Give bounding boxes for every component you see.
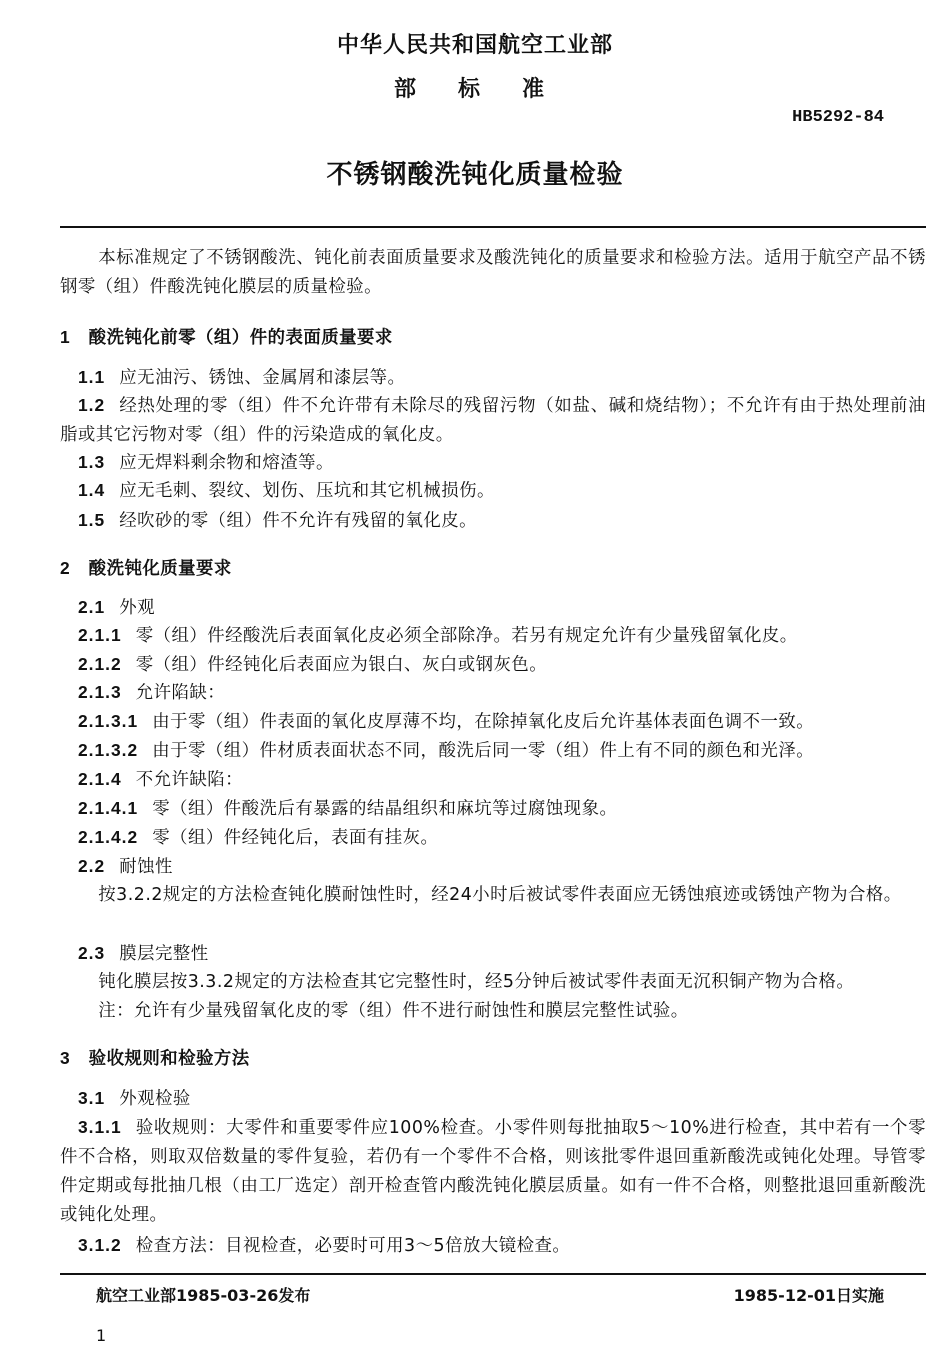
clause-text: 检查方法：目视检查，必要时可用3～5倍放大镜检查。 xyxy=(135,1236,571,1256)
clause-3-1 xyxy=(60,1084,926,1114)
clause-number: 1.2 xyxy=(78,395,106,415)
clause-text: 零（组）件经酸洗后表面氧化皮必须全部除净。若另有规定允许有少量残留氧化皮。 xyxy=(135,626,798,646)
clause-number: 2.1.2 xyxy=(78,654,122,674)
clause-text: 耐蚀性 xyxy=(119,857,173,877)
clause-2-2-body: 按3.2.2规定的方法检查钝化膜耐蚀性时，经24小时后被试零件表面应无锈蚀痕迹或锈蚀产物为合格。 xyxy=(98,885,902,905)
clause-text: 应无焊料剩余物和熔渣等。 xyxy=(119,453,334,473)
clause-number: 2.1.4.1 xyxy=(78,798,139,818)
issue-date: 航空工业部1985-03-26发布 xyxy=(96,1286,311,1305)
clause-2-2 xyxy=(60,852,926,882)
clause-text: 由于零（组）件材质表面状态不同，酸洗后同一零（组）件上有不同的颜色和光泽。 xyxy=(152,741,815,761)
clause-number: 2.1.4 xyxy=(78,769,122,789)
clause-number: 2.2 xyxy=(78,856,106,876)
clause-number: 2.1.3 xyxy=(78,682,122,702)
clause-number: 1.3 xyxy=(78,452,106,472)
clause-text: 膜层完整性 xyxy=(119,944,209,964)
clause-1-2 xyxy=(60,391,926,450)
section-title: 验收规则和检验方法 xyxy=(88,1049,250,1069)
clause-2-1-4-1 xyxy=(60,794,926,824)
standard-code: HB5292-84 xyxy=(792,108,884,127)
title-divider xyxy=(60,226,926,228)
clause-number: 2.1 xyxy=(78,597,106,617)
clause-number: 3.1 xyxy=(78,1088,106,1108)
document-title: 不锈钢酸洗钝化质量检验 xyxy=(326,160,624,190)
page-number: 1 xyxy=(96,1326,107,1345)
clause-text: 应无毛刺、裂纹、划伤、压坑和其它机械损伤。 xyxy=(119,481,495,501)
section-number: 2 xyxy=(60,558,71,578)
clause-text: 允许陷缺： xyxy=(135,683,226,703)
clause-number: 1.4 xyxy=(78,480,106,500)
clause-1-5 xyxy=(60,506,926,536)
clause-2-1-3 xyxy=(60,678,926,708)
clause-number: 2.1.3.2 xyxy=(78,740,139,760)
clause-text: 验收规则：大零件和重要零件应100%检查。小零件则每批抽取5～10%进行检查，其中若有一个零件不合格，则取双倍数量的零件复验，若仍有一个零件不合格，则该批零件退回重新酸洗或钝化处理。导管零件定期或每批抽几根（由工厂选定）剖开检查管内酸洗钝化膜层质量。如有一件不合格，则整批退回重新酸洗或钝化处理。 xyxy=(60,1118,926,1225)
issuing-organization: 中华人民共和国航空工业部 xyxy=(336,33,613,58)
clause-number: 2.1.1 xyxy=(78,625,122,645)
clause-text: 应无油污、锈蚀、金属屑和漆层等。 xyxy=(119,368,406,388)
clause-number: 3.1.2 xyxy=(78,1235,122,1255)
section-heading-2 xyxy=(60,554,926,584)
section-title: 酸洗钝化前零（组）件的表面质量要求 xyxy=(88,328,393,348)
clause-number: 1.5 xyxy=(78,510,106,530)
clause-text: 经热处理的零（组）件不允许带有未除尽的残留污物（如盐、碱和烧结物）；不允许有由于热处理前油脂或其它污物对零（组）件的污染造成的氧化皮。 xyxy=(60,396,926,445)
clause-1-1 xyxy=(60,363,926,393)
clause-text: 零（组）件酸洗后有暴露的结晶组织和麻坑等过腐蚀现象。 xyxy=(152,799,618,819)
clause-text: 零（组）件经钝化后表面应为银白、灰白或钢灰色。 xyxy=(135,655,548,675)
section-title: 酸洗钝化质量要求 xyxy=(88,559,232,579)
clause-2-1-4 xyxy=(60,765,926,795)
clause-2-3 xyxy=(60,939,926,969)
clause-number: 2.1.3.1 xyxy=(78,711,139,731)
note: 注：允许有少量残留氧化皮的零（组）件不进行耐蚀性和膜层完整性试验。 xyxy=(98,1001,689,1021)
clause-number: 2.1.4.2 xyxy=(78,827,139,847)
effective-date: 1985-12-01日实施 xyxy=(733,1286,884,1305)
clause-3-1-2 xyxy=(60,1231,926,1261)
clause-2-1-3-2 xyxy=(60,736,926,766)
section-heading-1 xyxy=(60,323,926,353)
clause-2-1-3-1 xyxy=(60,707,926,737)
clause-2-1 xyxy=(60,593,926,623)
clause-number: 1.1 xyxy=(78,367,106,387)
intro-paragraph: 本标准规定了不锈钢酸洗、钝化前表面质量要求及酸洗钝化的质量要求和检验方法。适用于航空产品不锈钢零（组）件酸洗钝化膜层的质量检验。 xyxy=(60,248,926,297)
footer-divider xyxy=(60,1273,926,1275)
clause-number: 2.3 xyxy=(78,943,106,963)
section-number: 3 xyxy=(60,1048,71,1068)
clause-text: 外观 xyxy=(119,598,155,618)
clause-text: 外观检验 xyxy=(119,1089,191,1109)
clause-text: 经吹砂的零（组）件不允许有残留的氧化皮。 xyxy=(119,511,478,531)
clause-text: 由于零（组）件表面的氧化皮厚薄不均，在除掉氧化皮后允许基体表面色调不一致。 xyxy=(152,712,815,732)
section-heading-3 xyxy=(60,1044,926,1074)
clause-2-3-body: 钝化膜层按3.3.2规定的方法检查其它完整性时，经5分钟后被试零件表面无沉积铜产物为合格。 xyxy=(98,972,855,992)
clause-text: 不允许缺陷： xyxy=(135,770,244,790)
clause-number: 3.1.1 xyxy=(78,1117,122,1137)
clause-2-1-1 xyxy=(60,621,926,651)
clause-2-1-2 xyxy=(60,650,926,680)
clause-1-4 xyxy=(60,476,926,506)
standard-type: 部标准 xyxy=(393,77,586,102)
clause-2-1-4-2 xyxy=(60,823,926,853)
clause-text: 零（组）件经钝化后，表面有挂灰。 xyxy=(152,828,439,848)
clause-3-1-1 xyxy=(60,1113,926,1230)
section-number: 1 xyxy=(60,327,71,347)
clause-1-3 xyxy=(60,448,926,478)
